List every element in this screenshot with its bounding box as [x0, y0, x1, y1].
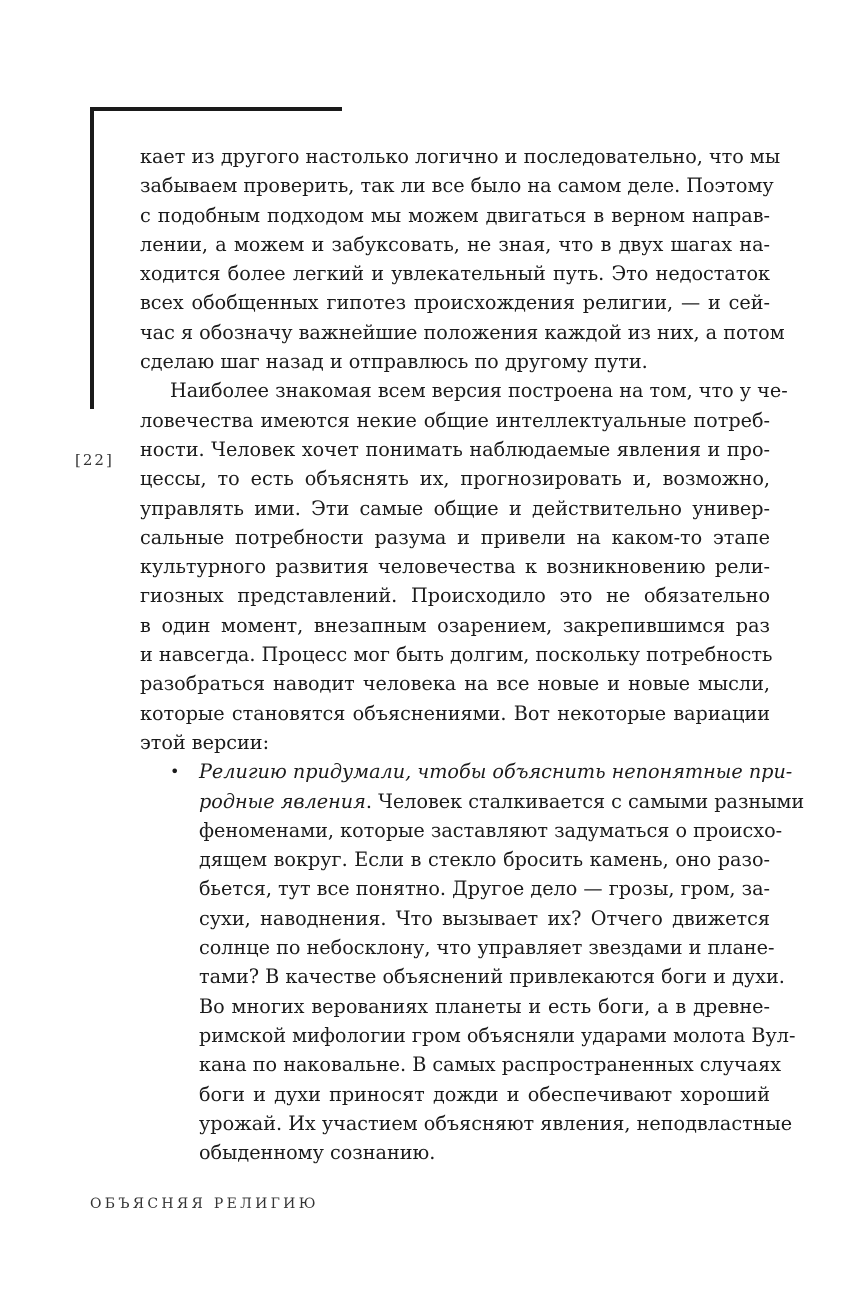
bullet-first-line: [140, 757, 793, 786]
text-line: которые становятся объяснениями. Вот некоторые вариации: [140, 701, 770, 725]
text-line: гиозных представлений. Происходило это не обязательно: [140, 584, 770, 608]
text-line: Наиболее знакомая всем версия построена на том, что у че-: [170, 379, 788, 403]
bullet-list-item: [140, 757, 805, 1167]
text-line: ходится более легкий и увлекательный путь. Это недостаток: [140, 262, 770, 286]
text-line: разобраться наводит человека на все новые и новые мысли,: [140, 672, 770, 696]
text-line: цессы, то есть объяснять их, прогнозировать и, возможно,: [140, 467, 770, 491]
text-line: лении, а можем и забуксовать, не зная, что в двух шагах на-: [140, 232, 770, 256]
running-title: ОБЪЯСНЯЯ РЕЛИГИЮ: [90, 1196, 319, 1212]
text-line: всех обобщенных гипотез происхождения религии, — и сей-: [140, 291, 770, 315]
bullet-italic-text: родные явления: [199, 789, 366, 813]
frame-top-rule: [90, 107, 342, 111]
text-line: [140, 787, 805, 816]
text-line: тами? В качестве объяснений привлекаются боги и духи.: [199, 965, 785, 989]
text-line: Во многих верованиях планеты и есть боги, а в древне-: [199, 994, 770, 1018]
text-line: в один момент, внезапным озарением, закрепившимся раз: [140, 613, 770, 637]
text-line: боги и духи приносят дожди и обеспечивают хороший: [199, 1082, 770, 1106]
text-line: обыденному сознанию.: [199, 1141, 436, 1165]
text-line: культурного развития человечества к возникновению рели-: [140, 555, 770, 579]
text-line: ловечества имеются некие общие интеллектуальные потреб-: [140, 408, 770, 432]
paragraph-1: [140, 142, 785, 376]
text-line: кана по наковальне. В самых распространенных случаях: [199, 1053, 782, 1077]
text-line: ности. Человек хочет понимать наблюдаемые явления и про-: [140, 437, 770, 461]
text-line: бьется, тут все понятно. Другое дело — грозы, гром, за-: [199, 877, 770, 901]
text-line: кает из другого настолько логично и последовательно, что мы: [140, 145, 781, 168]
bullet-text: . Человек сталкивается с самыми разными: [365, 789, 805, 813]
paragraph-2: [140, 376, 788, 757]
body-text: [140, 142, 805, 1167]
text-line: римской мифологии гром объясняли ударами молота Вул-: [199, 1023, 796, 1047]
bullet-marker: •: [170, 762, 180, 782]
text-line: дящем вокруг. Если в стекло бросить камень, оно разо-: [199, 848, 770, 872]
text-line: сальные потребности разума и привели на каком-то этапе: [140, 525, 770, 549]
text-line: час я обозначу важнейшие положения каждой из них, а потом: [140, 320, 785, 344]
bullet-italic-text: Религию придумали, чтобы объяснить непонятные при-: [199, 760, 793, 784]
frame-left-rule: [90, 107, 94, 409]
bullet-first-line-text: [170, 757, 793, 786]
text-line: сухи, наводнения. Что вызывает их? Отчего движется: [199, 906, 770, 930]
text-line: урожай. Их участием объясняют явления, неподвластные: [199, 1111, 793, 1135]
text-line: забываем проверить, так ли все было на самом деле. Поэтому: [140, 174, 774, 198]
text-line: этой версии:: [140, 730, 270, 754]
text-line: и навсегда. Процесс мог быть долгим, поскольку потребность: [140, 643, 773, 667]
text-line: управлять ими. Эти самые общие и действительно универ-: [140, 496, 770, 520]
text-line: солнце по небосклону, что управляет звездами и плане-: [199, 936, 775, 960]
text-line: с подобным подходом мы можем двигаться в верном направ-: [140, 203, 770, 227]
text-line: сделаю шаг назад и отправлюсь по другому пути.: [140, 350, 648, 374]
page-number: [22]: [75, 451, 114, 469]
text-line: феноменами, которые заставляют задуматься о происхо-: [199, 818, 783, 842]
